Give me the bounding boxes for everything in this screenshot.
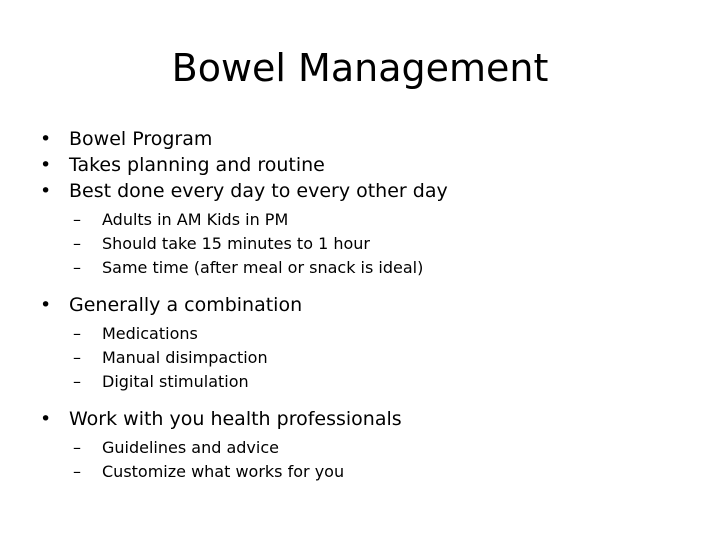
sub-list-item-text: Manual disimpaction (102, 348, 268, 367)
sub-list-item (69, 322, 696, 346)
list-item (36, 152, 696, 178)
dash-icon: – (73, 372, 81, 391)
dash-icon: – (73, 210, 81, 229)
list-item-text: Generally a combination (69, 294, 303, 316)
list-item-text: Best done every day to every other day (69, 180, 448, 202)
dash-icon: – (73, 438, 81, 457)
bullet-list (36, 126, 696, 484)
sub-list-item (69, 208, 696, 232)
dash-icon: – (73, 258, 81, 277)
sub-list (69, 208, 696, 280)
bullet-icon: • (40, 180, 52, 202)
list-item-text: Work with you health professionals (69, 408, 402, 430)
sub-list-item (69, 232, 696, 256)
sub-list (69, 436, 696, 484)
sub-list-item (69, 346, 696, 370)
list-item (36, 126, 696, 152)
sub-list-item-text: Should take 15 minutes to 1 hour (102, 234, 370, 253)
bullet-icon: • (40, 408, 52, 430)
dash-icon: – (73, 234, 81, 253)
slide-body (36, 126, 696, 484)
bullet-icon: • (40, 154, 52, 176)
list-item-text: Bowel Program (69, 128, 213, 150)
sub-list-item-text: Medications (102, 324, 198, 343)
bullet-icon: • (40, 128, 52, 150)
sub-list-item (69, 256, 696, 280)
sub-list-item-text: Same time (after meal or snack is ideal) (102, 258, 424, 277)
list-item-text: Takes planning and routine (69, 154, 325, 176)
sub-list-item (69, 436, 696, 460)
list-item (36, 178, 696, 280)
sub-list-item-text: Guidelines and advice (102, 438, 279, 457)
bullet-icon: • (40, 294, 52, 316)
sub-list-item-text: Digital stimulation (102, 372, 249, 391)
sub-list-item-text: Customize what works for you (102, 462, 345, 481)
sub-list-item-text: Adults in AM Kids in PM (102, 210, 289, 229)
dash-icon: – (73, 462, 81, 481)
sub-list-item (69, 460, 696, 484)
slide-title: Bowel Management (171, 46, 549, 90)
dash-icon: – (73, 348, 81, 367)
sub-list (69, 322, 696, 394)
list-item (36, 406, 696, 484)
sub-list-item (69, 370, 696, 394)
dash-icon: – (73, 324, 81, 343)
list-item (36, 292, 696, 394)
